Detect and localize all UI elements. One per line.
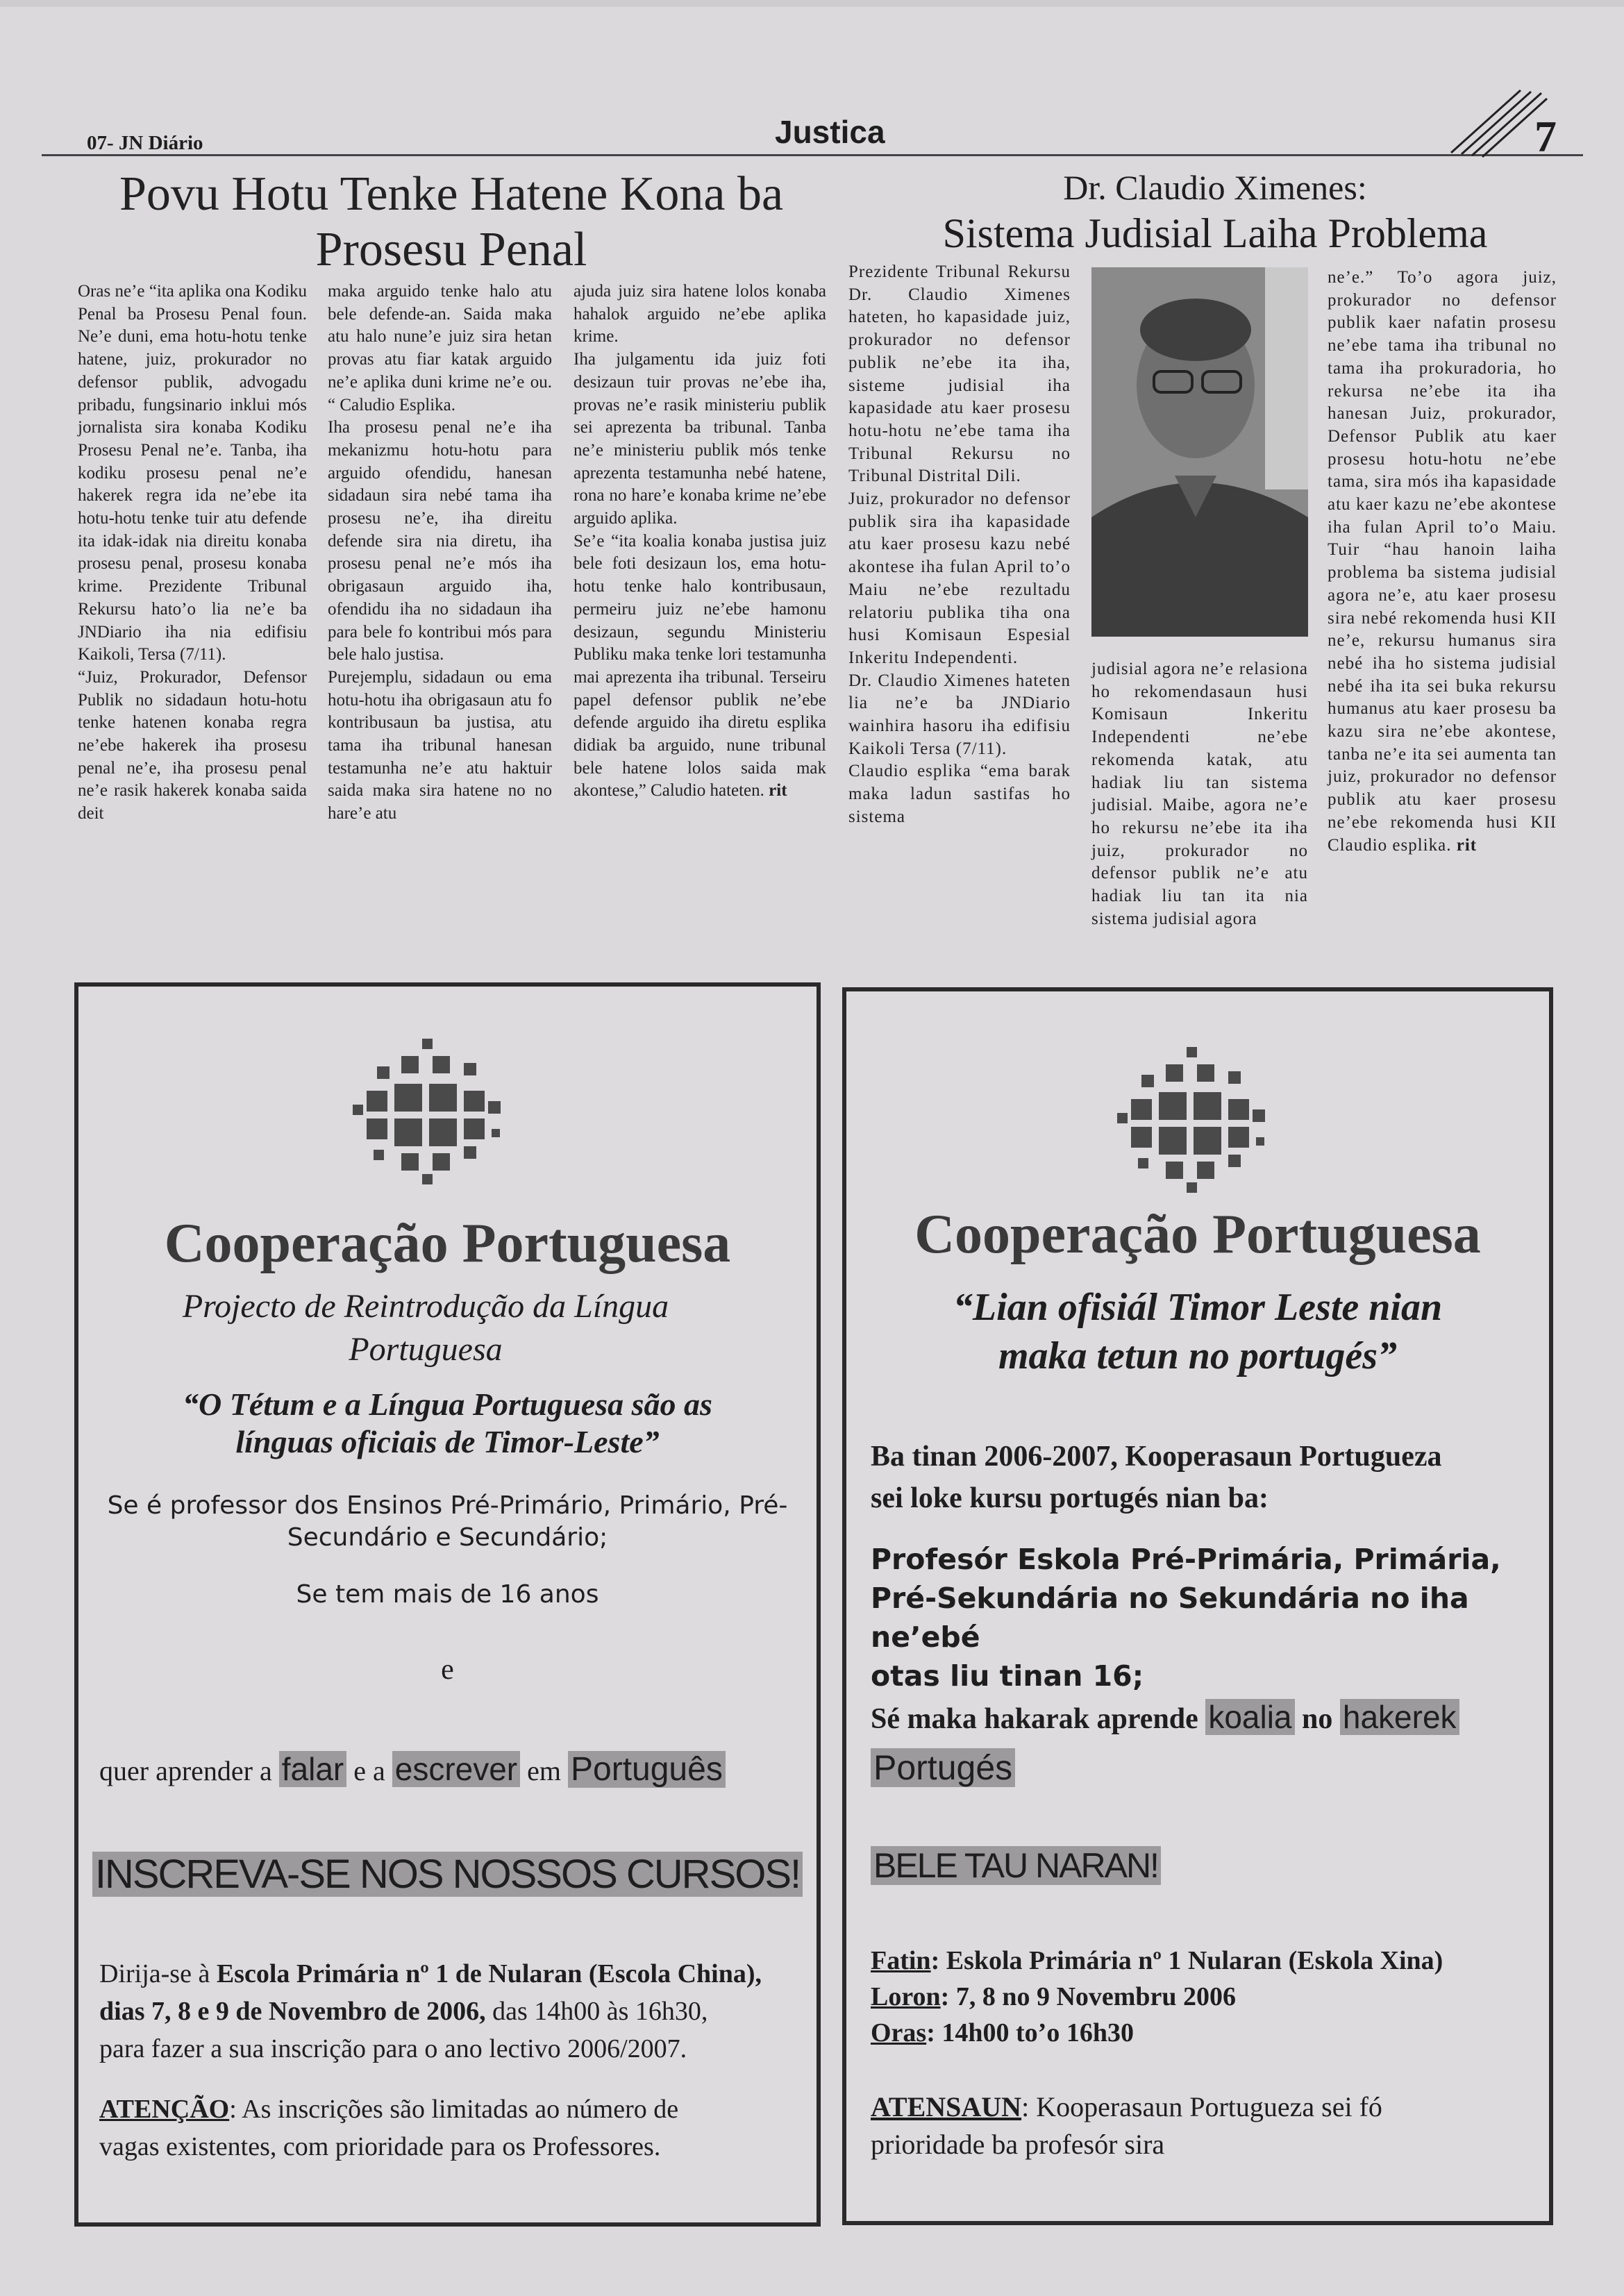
section-title: Justica: [775, 114, 885, 150]
ad1-word-portugues: Português: [568, 1751, 726, 1788]
ad1-project-line1: Projecto de Reintrodução da Língua: [182, 1288, 669, 1325]
ad1-slogan: [78, 1386, 817, 1461]
ad1-address-p3: para fazer a sua inscrição para o ano lectivo 2006/2007.: [99, 2034, 687, 2063]
ad2-intro: [871, 1436, 1442, 1519]
ad1-note-label: ATENÇÃO: [99, 2095, 230, 2124]
article2-signoff: rit: [1456, 835, 1477, 855]
ad1-note: [99, 2090, 801, 2165]
ad1-project: [78, 1285, 773, 1371]
article2-column-1: Prezidente Tribunal Rekursu Dr. Claudio Ximenes hateten, ho kapasidade juiz, prokurador no defensor publik ne’ebe ita iha, sisteme judisial iha kapasidade atu kaer prosesu hotu-hotu ne’ebe tama iha Tribunal Rekursu no Tribunal Distrital Dili. Juiz, prokurador no defensor publik sira iha kapasidade atu kaer prosesu kazu nebé akontese iha fulan April to’o Maiu ne’ebe rezultadu relatoriu publika tiha ona husi Komisaun Espesial Inkeritu Independenti. Dr. Claudio Ximenes hateten lia ne’e ba JNDiario wainhira hasoru iha edifisiu Kaikoli Tersa (7/11). Claudio esplika “ema barak maka ladun sastifas ho sistema: [848, 262, 1071, 826]
ad2-time-label: Oras: [871, 2018, 927, 2047]
article1-column-2: maka arguido tenke halo atu bele defende-an. Saida maka atu halo nune’e juiz sira hetan provas atu fiar katak arguido ne’e aplika duni krime ne’e ou. “ Caludio Esplika. Iha prosesu penal ne’e iha mekanizmu hotu-hotu para arguido ofendidu, hanesan sidadaun sira nebé tama iha prosesu ne’e, iha direitu defende sira nia diretu, iha prosesu penal ne’e mós iha obrigasaun arguido iha, ofendidu iha no sidadaun iha para bele fo kontribui mós para bele halo justisa. Purejemplu, sidadaun ou ema hotu-hotu iha obrigasaun atu fo kontribusaun ba justisa, atu tama iha tribunal hanesan testamunha ne’e atu haktuir saida maka sira hatene no no hare’e atu: [328, 282, 552, 823]
ad2-slogan: [846, 1283, 1549, 1380]
ad1-cta: INSCREVA-SE NOS NOSSOS CURSOS!: [92, 1852, 803, 1897]
ad2-place-label: Fatin: [871, 1946, 931, 1975]
page-edge: [0, 0, 1624, 7]
article1-title-line1: Povu Hotu Tenke Hatene Kona ba: [119, 167, 784, 221]
article2-column-3-text: ne’e.” To’o agora juiz, prokurador no defensor publik kaer nafatin prosesu ne’ebe tama iha tribunal no tama iha prokuradoria, ho rekursa ne’ebe ita iha hanesan Juiz, prokurador, Defensor Publik atu kaer prosesu hotu-hotu ne’ebe tama, sira mós iha kapasidade atu kaer kazu ne’ebe akontese iha fulan April to’o Maiu. Tuir “hau hanoin laiha problema ba sistema judisial agora ne’e, atu kaer prosesu sira nebé rekomenda husi KII ne’e, rekursu humanus sira nebé iha ho sistema judisial nebé iha ita sei buka rekursu humanus atu kaer prosesu ba kazu sira ne’ebe akontese, tanba ne’e ita sei aumenta tan juiz, prokurador no defensor publik atu kaer prosesu ne’ebe rekomenda husi KII Claudio esplika.: [1328, 268, 1557, 855]
ad2-note: [871, 2088, 1382, 2163]
ad1-condition-1-line2: Secundário e Secundário;: [287, 1523, 608, 1552]
ad2-note-label: ATENSAUN: [871, 2091, 1022, 2122]
ad2-note-line1: : Kooperasaun Portugueza sei fó: [1021, 2091, 1382, 2122]
ad1-word-escrever: escrever: [392, 1751, 520, 1787]
article2-column-2: judisial agora ne’e relasiona ho rekomendasaun husi Komisaun Inkeritu Independenti ne’ebe rekomenda katak, atu hadiak liu tan sistema judisial. Maibe, agora ne’e ho rekursu ne’ebe ita iha juiz, prokurador no defensor publik ne’e atu hadiak liu tan ita nia sistema judisial agora: [1091, 660, 1308, 928]
ad-box-tetum: [842, 987, 1553, 2225]
header-rule: [42, 154, 1583, 156]
ad2-slogan-line2: maka tetun no portugés”: [998, 1334, 1398, 1377]
ad2-date-label: Loron: [871, 1982, 941, 2011]
ad1-condition-1-line1: Se é professor dos Ensinos Pré-Primário, Primário, Pré-: [107, 1491, 788, 1520]
ad1-address-dates: dias 7, 8 e 9 de Novembro de 2006,: [99, 1997, 486, 2026]
ad2-slogan-line1: “Lian ofisiál Timor Leste nian: [953, 1286, 1443, 1329]
ad2-learn-prefix: Sé maka hakarak aprende: [871, 1703, 1198, 1735]
article2-column-3: [1328, 267, 1557, 857]
ad2-place-value: : Eskola Primária nº 1 Nularan (Eskola Xina): [930, 1946, 1443, 1975]
ad1-want-em: em: [527, 1755, 561, 1786]
ad2-word-portuges: Portugés: [871, 1748, 1015, 1787]
article2-kicker: Dr. Claudio Ximenes:: [1063, 168, 1367, 207]
ad1-note-line1: : As inscrições são limitadas ao número de: [229, 2095, 679, 2124]
ad1-slogan-line1: “O Tétum e a Língua Portuguesa são as: [183, 1386, 712, 1422]
ad1-address-p1: Dirija-se à: [99, 1959, 210, 1988]
ad1-brand: Cooperação Portuguesa: [164, 1213, 731, 1274]
ad2-intro-line2: sei loke kursu portugés nian ba:: [871, 1482, 1269, 1514]
ad2-learn-no: no: [1302, 1703, 1333, 1735]
ad2-intro-line1: Ba tinan 2006-2007, Kooperasaun Portugueza: [871, 1441, 1442, 1473]
ad1-cta-wrap: [78, 1851, 817, 1897]
ad1-slogan-line2: línguas oficiais de Timor-Leste”: [235, 1424, 660, 1459]
ad1-want-prefix: quer aprender a: [99, 1755, 272, 1786]
ad2-time-value: : 14h00 to’o 16h30: [926, 2018, 1134, 2047]
article1-column-3: [574, 280, 826, 803]
ad2-cta: BELE TAU NARAN!: [871, 1846, 1161, 1885]
ad2-details: [871, 1943, 1443, 2051]
ad-box-portuguese: [74, 982, 821, 2227]
article1-column-3-text: ajuda juiz sira hatene lolos konaba hahalok arguido ne’ebe aplika krime. Iha julgamentu ida juiz foti desizaun tuir provas ne’ebe iha, provas ne’e rasik ministeriu publik sei aprezenta ba tribunal. Tanba ne’e ministeriu publik mós tenke aprezenta testamunha nebé hatene, rona no hare’e konaba krime ne’ebe arguido aplika. Se’e “ita koalia konaba justisa juiz bele foti desizaun los, ema hotu-hotu tenke halo kontribusaun, permeiru juiz ne’ebe hamonu desizaun, segundu Ministeriu Publiku maka tenke lori testamunha mai aprezenta iha tribunal. Terseiru papel defensor publik ne’ebe defende arguido iha diretu esplika didiak ba arguido, nune tribunal bele hatene lolos saida mak akontese,” Caludio hateten.: [574, 282, 826, 801]
ad2-word-hakerek: hakerek: [1340, 1699, 1459, 1735]
ad1-condition-1: [78, 1490, 817, 1554]
hatch-ornament-icon: [1444, 83, 1548, 160]
ad1-word-falar: falar: [279, 1751, 346, 1787]
portrait-image-icon: [1091, 267, 1308, 637]
ad2-brand: Cooperação Portuguesa: [914, 1204, 1481, 1265]
ad1-want-line: [99, 1750, 726, 1788]
ad1-want-e: e a: [353, 1755, 385, 1786]
article1-title-line2: Prosesu Penal: [315, 223, 587, 276]
ad1-address-school: Escola Primária nº 1 de Nularan (Escola China),: [216, 1959, 762, 1988]
ad1-conjunction: e: [441, 1654, 454, 1686]
ad1-address-p2: das 14h00 às 16h30,: [492, 1997, 708, 2026]
ad2-word-koalia: koalia: [1205, 1699, 1294, 1735]
ad2-note-line2: prioridade ba profesór sira: [871, 2129, 1165, 2160]
portrait-photo: [1091, 267, 1308, 637]
article1-headline: [42, 167, 861, 278]
ad2-target-line1: Profesór Eskola Pré-Primária, Primária,: [871, 1543, 1501, 1576]
ad2-cta-wrap: [871, 1845, 1161, 1886]
ad1-address: [99, 1955, 801, 2068]
article2-title: Sistema Judisial Laiha Problema: [942, 210, 1488, 256]
article2-headline: [868, 167, 1562, 258]
ad2-date-value: : 7, 8 no 9 Novembru 2006: [940, 1982, 1237, 2011]
cooperacao-logo-icon: [1110, 1044, 1284, 1196]
ad1-project-line2: Portuguesa: [349, 1331, 503, 1368]
ad1-note-line2: vagas existentes, com prioridade para os Professores.: [99, 2132, 661, 2161]
ad2-learn: [871, 1693, 1551, 1795]
cooperacao-logo-icon: [346, 1035, 519, 1188]
article1-signoff: rit: [769, 781, 787, 801]
page-number: 7: [1534, 112, 1557, 161]
ad2-target-line3: otas liu tinan 16;: [871, 1659, 1144, 1693]
folio-left: 07- JN Diário: [87, 132, 203, 154]
ad1-condition-2: Se tem mais de 16 anos: [296, 1580, 599, 1609]
article1-column-1: Oras ne’e “ita aplika ona Kodiku Penal ba Prosesu Penal foun. Ne’e duni, ema hotu-hotu tenke hatene, juiz, prokurador no defensor publik, advogadu pribadu, fungsinario inklui mós jornalista sira konaba Kodiku Prosesu Penal ne’e. Tanba, iha kodiku prosesu penal ne’e hakerek regra ida ne’ebe ita hotu-hotu tenke tuir atu defende ita idak-idak nia direitu konaba prosesu penal, prosesu konaba krime. Prezidente Tribunal Rekursu hato’o lia ne’e ba JNDiario iha nia edifisiu Kaikoli, Tersa (7/11). “Juiz, Prokurador, Defensor Publik no sidadaun hotu-hotu tenke hatenen konaba regra ne’ebe hakerek iha prosesu penal ne’e, iha prosesu penal ne’e rasik hakerek konaba saida deit: [78, 282, 307, 823]
ad2-target-line2: Pré-Sekundária no Sekundária no iha ne’ebé: [871, 1582, 1469, 1654]
ad2-target: [871, 1540, 1549, 1695]
